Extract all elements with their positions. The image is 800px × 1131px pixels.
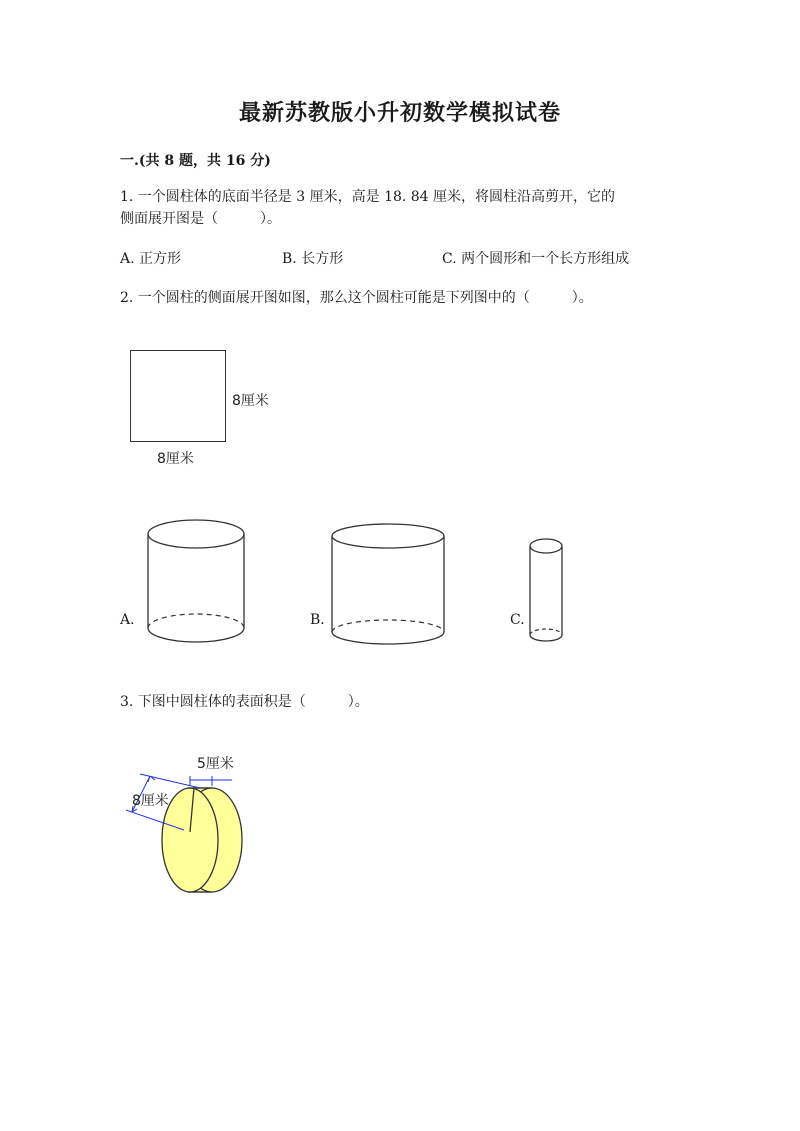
cylinder-c-figure (528, 537, 568, 647)
unfolded-side-square (130, 350, 226, 442)
question-1-line1: 1. 一个圆柱体的底面半径是 3 厘米，高是 18. 84 厘米，将圆柱沿高剪开，它的 (120, 189, 616, 205)
cylinder-left-label: 8厘米 (132, 793, 169, 809)
question-1-line2: 侧面展开图是（ ）。 (120, 211, 281, 227)
square-bottom-label: 8厘米 (157, 451, 194, 467)
q2-option-b: B. (310, 612, 325, 628)
square-side-label: 8厘米 (232, 393, 269, 409)
cylinder-a-figure (145, 518, 247, 644)
cylinder-top-label: 5厘米 (197, 756, 234, 772)
q2-option-a: A. (120, 612, 135, 628)
page-title: 最新苏教版小升初数学模拟试卷 (238, 100, 561, 126)
q1-option-c: C. 两个圆形和一个长方形组成 (442, 251, 630, 267)
question-2-text: 2. 一个圆柱的侧面展开图如图，那么这个圆柱可能是下列图中的（ ）。 (120, 290, 593, 306)
section-heading: 一.(共 8 题，共 16 分) (120, 153, 271, 169)
q2-option-c: C. (510, 612, 525, 628)
q1-option-a: A. 正方形 (120, 251, 182, 267)
short-cylinder-figure (120, 752, 260, 898)
cylinder-b-figure (330, 522, 448, 646)
question-3-text: 3. 下图中圆柱体的表面积是（ ）。 (120, 694, 369, 710)
q1-option-b: B. 长方形 (282, 251, 344, 267)
question-1 (120, 186, 680, 230)
